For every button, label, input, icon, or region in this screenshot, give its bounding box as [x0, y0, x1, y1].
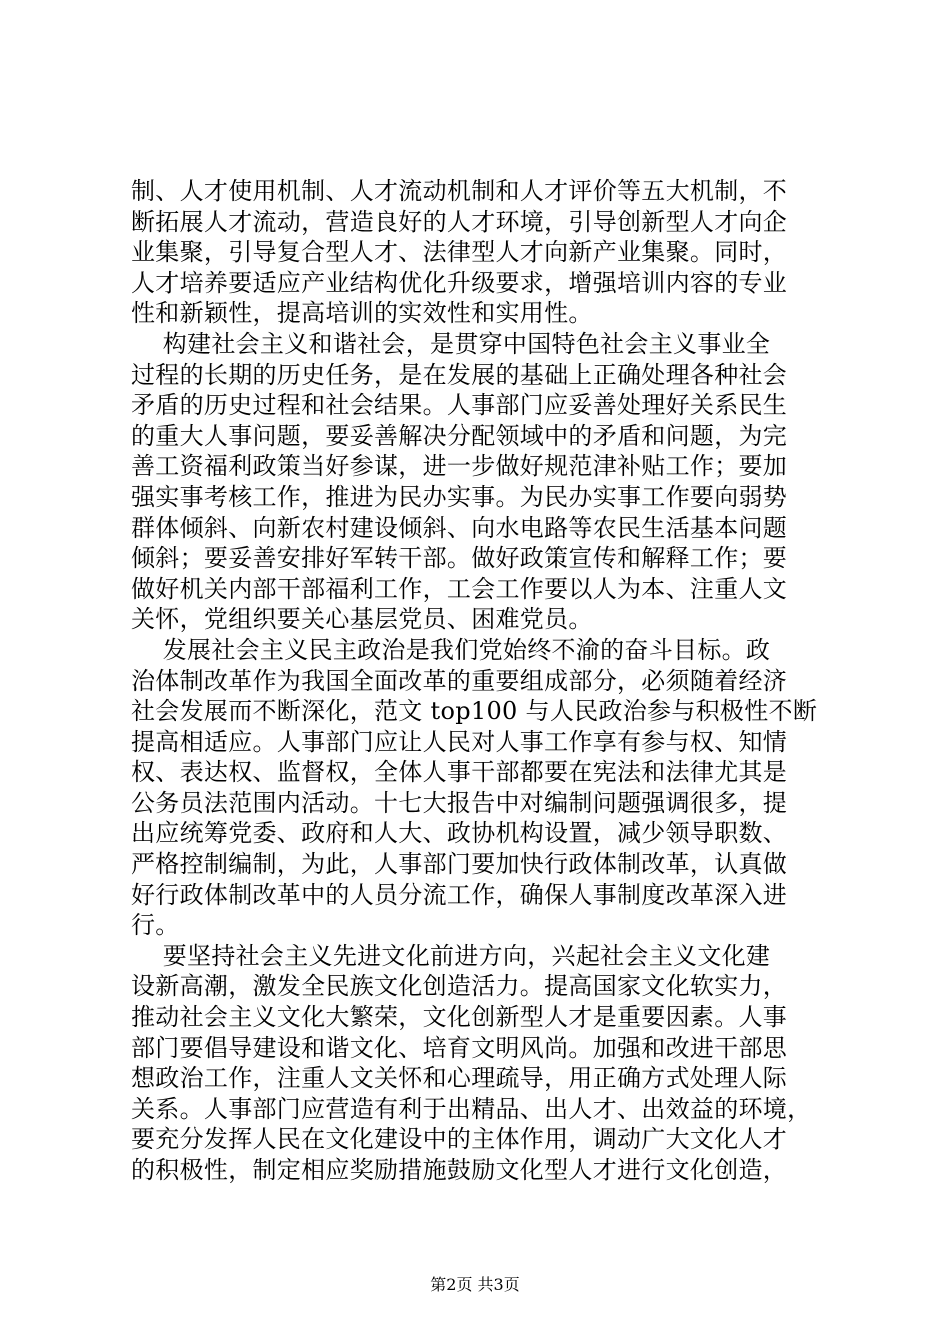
text-line: 做好机关内部干部福利工作，工会工作要以人为本、注重人文 [131, 574, 788, 603]
text-line: 推动社会主义文化大繁荣，文化创新型人才是重要因素。人事 [131, 1003, 788, 1032]
text-line: 的重大人事问题，要妥善解决分配领域中的矛盾和问题，为完 [131, 421, 788, 450]
text-line: 想政治工作，注重人文关怀和心理疏导，用正确方式处理人际 [131, 1064, 788, 1093]
text-line: 断拓展人才流动，营造良好的人才环境，引导创新型人才向企 [131, 207, 788, 236]
text-line: 善工资福利政策当好参谋，进一步做好规范津补贴工作；要加 [131, 452, 788, 481]
text-line: 人才培养要适应产业结构优化升级要求，增强培训内容的专业 [131, 268, 788, 297]
page-footer: 第2页 共3页 [430, 1275, 520, 1294]
text-line: 发展社会主义民主政治是我们党始终不渝的奋斗目标。政 [131, 635, 771, 664]
text-line: 倾斜；要妥善安排好军转干部。做好政策宣传和解释工作；要 [131, 544, 788, 573]
text-line: 权、表达权、监督权，全体人事干部都要在宪法和法律尤其是 [131, 758, 788, 787]
text-line: 治体制改革作为我国全面改革的重要组成部分，必须随着经济 [131, 666, 788, 695]
text-line: 公务员法范围内活动。十七大报告中对编制问题强调很多，提 [131, 788, 788, 817]
text-line: 提高相适应。人事部门应让人民对人事工作享有参与权、知情 [131, 727, 788, 756]
text-line: 行。 [131, 911, 180, 940]
text-line: 制、人才使用机制、人才流动机制和人才评价等五大机制，不 [131, 177, 788, 205]
text-line: 业集聚，引导复合型人才、法律型人才向新产业集聚。同时， [131, 238, 788, 267]
text-line: 出应统筹党委、政府和人大、政协机构设置，减少领导职数、 [131, 819, 788, 848]
text-line: 过程的长期的历史任务，是在发展的基础上正确处理各种社会 [131, 360, 788, 389]
text-line: 设新高潮，激发全民族文化创造活力。提高国家文化软实力， [131, 972, 788, 1001]
text-line: 强实事考核工作，推进为民办实事。为民办实事工作要向弱势 [131, 482, 788, 511]
text-line: 关怀，党组织要关心基层党员、困难党员。 [131, 605, 593, 634]
text-line: 社会发展而不断深化，范文 top100 与人民政治参与积极性不断 [131, 697, 818, 726]
text-line: 严格控制编制，为此，人事部门要加快行政体制改革，认真做 [131, 850, 788, 879]
text-line: 部门要倡导建设和谐文化、培育文明风尚。加强和改进干部思 [131, 1033, 788, 1062]
text-line: 关系。人事部门应营造有利于出精品、出人才、出效益的环境， [131, 1094, 812, 1123]
text-line: 群体倾斜、向新农村建设倾斜、向水电路等农民生活基本问题 [131, 513, 788, 542]
text-line: 要坚持社会主义先进文化前进方向，兴起社会主义文化建 [131, 941, 771, 970]
body-text [131, 176, 827, 1186]
text-line: 好行政体制改革中的人员分流工作，确保人事制度改革深入进 [131, 880, 788, 909]
text-line: 矛盾的历史过程和社会结果。人事部门应妥善处理好关系民生 [131, 391, 788, 420]
text-line: 性和新颖性，提高培训的实效性和实用性。 [131, 299, 593, 328]
text-line: 的积极性，制定相应奖励措施鼓励文化型人才进行文化创造， [131, 1156, 788, 1184]
text-line: 要充分发挥人民在文化建设中的主体作用，调动广大文化人才 [131, 1125, 788, 1154]
text-line: 构建社会主义和谐社会，是贯穿中国特色社会主义事业全 [131, 329, 771, 358]
